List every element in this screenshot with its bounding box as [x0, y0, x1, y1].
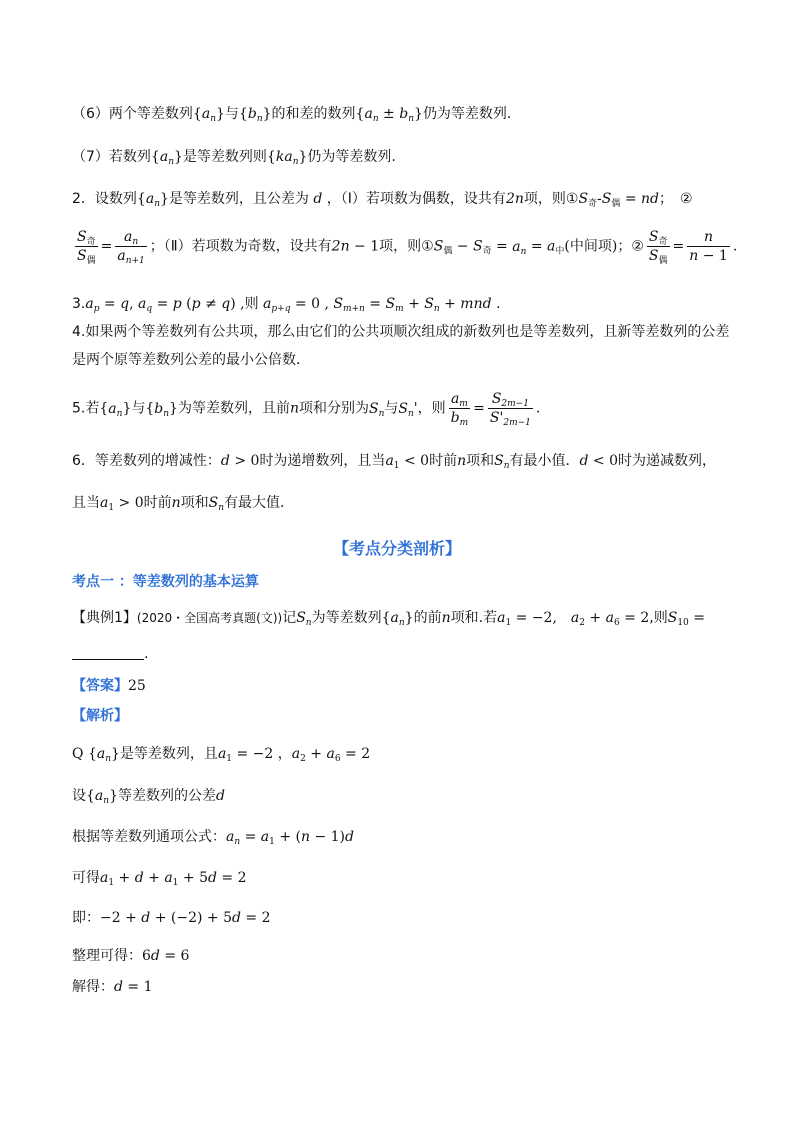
text: 且当 — [72, 495, 100, 511]
property-3: $3.a_p = q$, $a_q = p$ (p ≠ q) ,则 $a_{p+q} = 0$ , $S_{m+n} = S_m + S_n$ + mnd . — [72, 296, 501, 314]
text: 根据等差数列通项公式： — [72, 829, 226, 845]
answer-value: 25 — [128, 678, 146, 694]
analysis-label: 【解析】 — [72, 708, 128, 724]
property-4-line1 — [72, 322, 729, 342]
text: 记 — [282, 610, 297, 626]
text: 是等差数列，且 — [119, 746, 218, 762]
section-title: 【考点分类剖析】 — [332, 539, 461, 558]
property-6-mono-line1: 6．等差数列的增减性：d > 0时为递增数列，且当$a_1 < 0$时前n项和$S_n$有最小值．d < 0时为递减数列， — [72, 453, 717, 471]
text: 项和 — [466, 453, 495, 469]
text: ，（Ⅰ）若项数为偶数，设共有 — [326, 191, 506, 207]
text: 时为递增数列，且当 — [259, 453, 386, 469]
text: （7）若数列 — [72, 149, 151, 165]
answer-label: 【答案】 — [72, 678, 128, 694]
text: 项，则① — [523, 191, 579, 207]
text: 项和分别为 — [299, 400, 369, 417]
text: ； ② — [659, 191, 693, 207]
text: 是两个原等差数列公差的最小公倍数． — [72, 352, 310, 368]
text: 解得： — [72, 979, 114, 995]
solution-step-5: 即：−2 + d + (−2) + 5d = 2 — [72, 910, 271, 926]
solution-step-4: 可得$a_1 + d + a_1 + 5d = 2$ — [72, 870, 247, 888]
text: 即： — [72, 910, 100, 926]
text: ；② — [617, 238, 644, 255]
example-label: 【典例1】 — [72, 610, 137, 626]
text: 时前 — [143, 495, 172, 511]
text: 中间项 — [569, 238, 612, 255]
text: 是等差数列，且公差为 — [168, 191, 309, 207]
text: ；（Ⅱ）若项数为奇数，设共有 — [149, 238, 332, 255]
solution-step-6: 整理可得：6d = 6 — [72, 948, 190, 964]
solution-step-2: 设$\{a_n\}$等差数列的公差d — [72, 788, 225, 806]
text: ，则 — [417, 400, 446, 417]
solution-step-7: 解得：d = 1 — [72, 979, 153, 995]
text: 的前 — [413, 610, 442, 626]
text: （6）两个等差数列 — [72, 106, 193, 122]
text: 为等差数列，且前 — [177, 400, 290, 417]
text: 6．等差数列的增减性： — [72, 453, 221, 469]
property-2-line1: 2．设数列$\{a_n\}$是等差数列，且公差为 d ，（Ⅰ）若项数为偶数，设共有2n项，则$①S_奇-S_偶$ = nd； ② — [72, 191, 693, 209]
property-6: （6）两个等差数列$\{a_n\}$与$\{b_n\}$的和差的数列$\{a_n \pm b_n\}$仍为等差数列. — [72, 106, 512, 124]
text: 是等差数列则 — [182, 149, 267, 165]
text: 仍为等差数列. — [422, 106, 512, 122]
text: 3. — [72, 296, 86, 312]
solution-step-3: 根据等差数列通项公式：$a_n = a_1 + (n - 1)d$ — [72, 829, 354, 847]
text: 的和差的数列 — [271, 106, 356, 122]
solution-step-1: Q $\{a_n\}$是等差数列，且$a_1 = -2$ ，$a_2 + a_6 = 2$ — [72, 746, 371, 764]
text: 4.如果两个等差数列有公共项，那么由它们的公共项顺次组成的新数列也是等差数列，且新等差数列的公差 — [72, 324, 730, 340]
text: 为等差数列 — [311, 610, 382, 626]
text: ,则 — [649, 610, 668, 626]
text: 设 — [72, 788, 86, 804]
property-7: （7）若数列$\{a_n\}$是等差数列则$\{ka_n\}$仍为等差数列. — [72, 149, 396, 167]
text: 时前 — [429, 453, 458, 469]
text: 2．设数列 — [72, 191, 137, 207]
example-1: 【典例1】(2020・全国高考真题(文))记$S_n$为等差数列$\{a_n\}$的前n项和.若$a_1 = -2$, $a_2 + a_6 = 2$,则$S_{10}$ = — [72, 610, 705, 628]
topic-heading: 考点一 ：等差数列的基本运算 — [72, 574, 259, 590]
text: 可得 — [72, 870, 100, 886]
blank-line — [72, 645, 144, 660]
text: 项和.若 — [450, 610, 498, 626]
property-5: 5.若$\{a_n\}$与$\{b_n\}$为等差数列，且前n项和分别为$S_n$与$S_n'$，则 $\frac{a_m}{b_m}$ = $\frac{S_{2m-1}}{S'_{2m-1}}$ . — [72, 391, 541, 428]
text: 仍为等差数列. — [307, 149, 396, 165]
text: 5.若 — [72, 400, 100, 417]
answer-blank: . — [72, 644, 148, 664]
property-4-line2 — [72, 350, 310, 370]
text: 有最小值． — [509, 453, 580, 469]
text: 与 — [131, 400, 146, 417]
example-source: (2020・全国高考真题(文)) — [136, 611, 283, 625]
text: 项，则① — [379, 238, 434, 255]
text: 时为递减数列， — [618, 453, 717, 469]
property-2-line2: $\frac{S_奇}{S_偶}$ = $\frac{a_n}{a_{n+1}}$ ；（Ⅱ）若项数为奇数，设共有2n − 1项，则$①S_偶 - S_奇 = a_n = a_中$(中间项)；② $\frac{S_奇}{S_偶}$ = $\frac{n}{n - 1}$ . — [77, 229, 738, 266]
property-6-mono-line2: 且当$a_1 > 0$时前n项和$S_n$有最大值． — [72, 495, 295, 513]
answer-line — [72, 676, 146, 696]
text: 有最大值． — [224, 495, 295, 511]
text: 整理可得： — [72, 948, 142, 964]
text: 与 — [224, 106, 239, 122]
text: 项和 — [180, 495, 209, 511]
text: 与 — [384, 400, 399, 417]
text: 等差数列的公差 — [118, 788, 216, 804]
